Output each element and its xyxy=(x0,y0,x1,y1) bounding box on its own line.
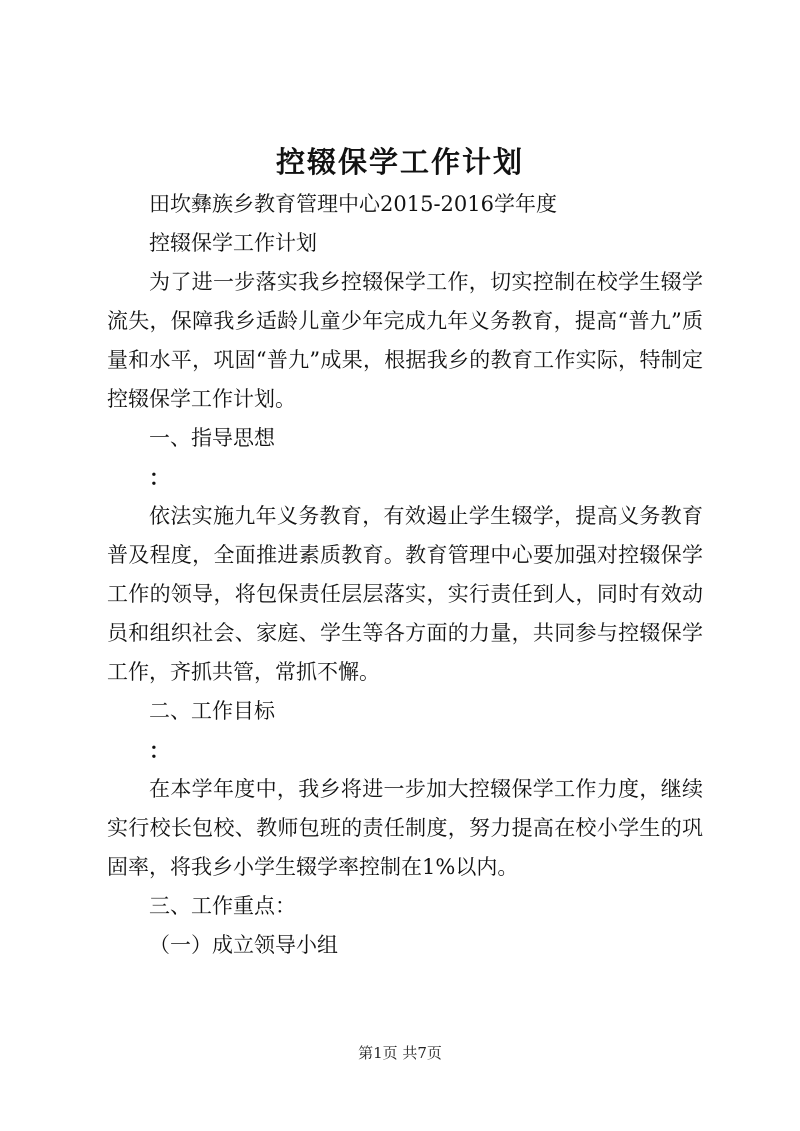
document-body xyxy=(107,185,703,965)
colon-marker: ： xyxy=(149,465,170,490)
subtitle-line: 控辍保学工作计划 xyxy=(149,231,317,255)
section-heading-work-goals: 二、工作目标 xyxy=(149,699,275,723)
org-line: 田坎彝族乡教育管理中心2015-2016学年度 xyxy=(149,192,557,216)
guiding-thought-paragraph: 依法实施九年义务教育，有效遏止学生辍学，提高义务教育普及程度，全面推进素质教育。教育管理中心要加强对控辍保学工作的领导，将包保责任层层落实，实行责任到人，同时有效动员和组织社会、家庭、学生等各方面的力量，共同参与控辍保学工作，齐抓共管，常抓不懈。 xyxy=(107,504,703,684)
subsection-heading-leadership-group: （一）成立领导小组 xyxy=(149,933,338,957)
page-footer: 第1页 共7页 xyxy=(358,1044,442,1062)
work-goals-paragraph: 在本学年度中，我乡将进一步加大控辍保学工作力度，继续实行校长包校、教师包班的责任制度，努力提高在校小学生的巩固率，将我乡小学生辍学率控制在1%以内。 xyxy=(107,777,703,879)
document-title: 控辍保学工作计划 xyxy=(275,145,524,179)
section-heading-work-focus: 三、工作重点： xyxy=(149,894,296,918)
intro-paragraph: 为了进一步落实我乡控辍保学工作，切实控制在校学生辍学流失，保障我乡适龄儿童少年完成九年义务教育，提高“普九”质量和水平，巩固“普九”成果，根据我乡的教育工作实际，特制定控辍保学工作计划。 xyxy=(107,270,703,411)
colon-marker: ： xyxy=(149,738,170,763)
section-heading-guiding-thought: 一、指导思想 xyxy=(149,426,275,450)
